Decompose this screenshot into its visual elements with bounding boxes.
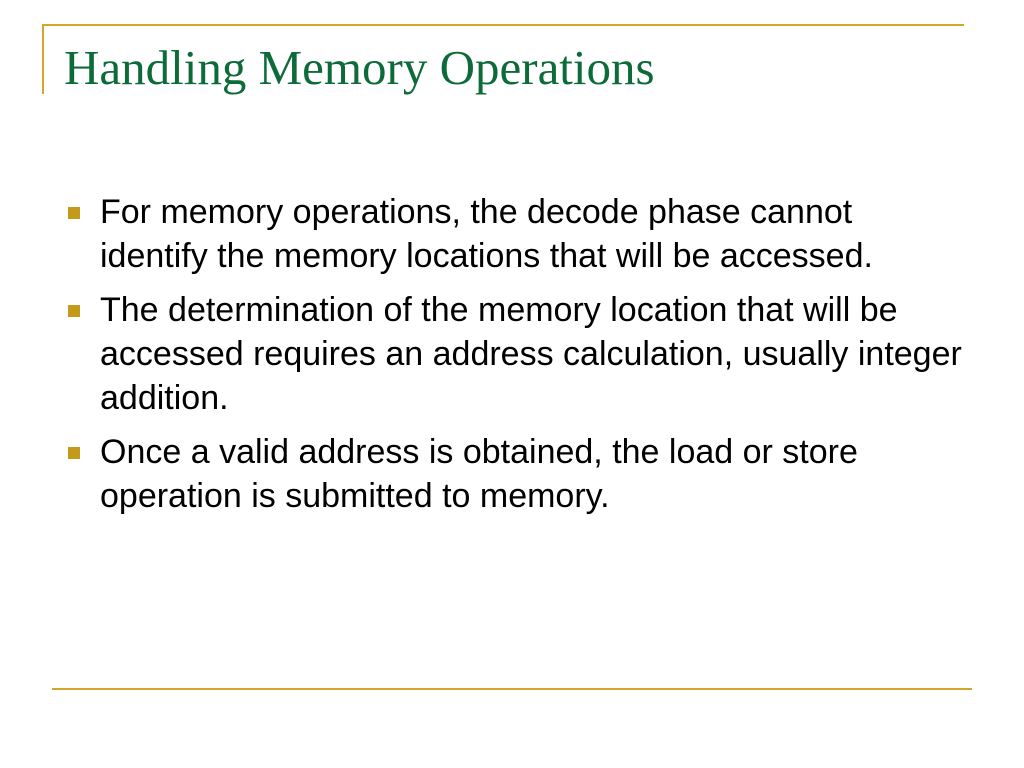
bullet-text: The determination of the memory location that will be accessed requires an address calculation, usually integer addition. [100, 291, 962, 417]
bullet-item [64, 190, 964, 278]
square-bullet-icon [68, 207, 80, 219]
frame-top-line [42, 24, 964, 26]
bullet-item [64, 288, 964, 420]
bullet-text: For memory operations, the decode phase cannot identify the memory locations that will be accessed. [100, 193, 873, 275]
bottom-divider [52, 688, 972, 690]
slide-title: Handling Memory Operations [64, 40, 655, 95]
frame-left-line [42, 24, 44, 94]
bullet-item [64, 430, 964, 518]
square-bullet-icon [68, 447, 80, 459]
bullet-text: Once a valid address is obtained, the load or store operation is submitted to memory. [100, 433, 858, 515]
bullet-list [64, 190, 964, 528]
square-bullet-icon [68, 305, 80, 317]
